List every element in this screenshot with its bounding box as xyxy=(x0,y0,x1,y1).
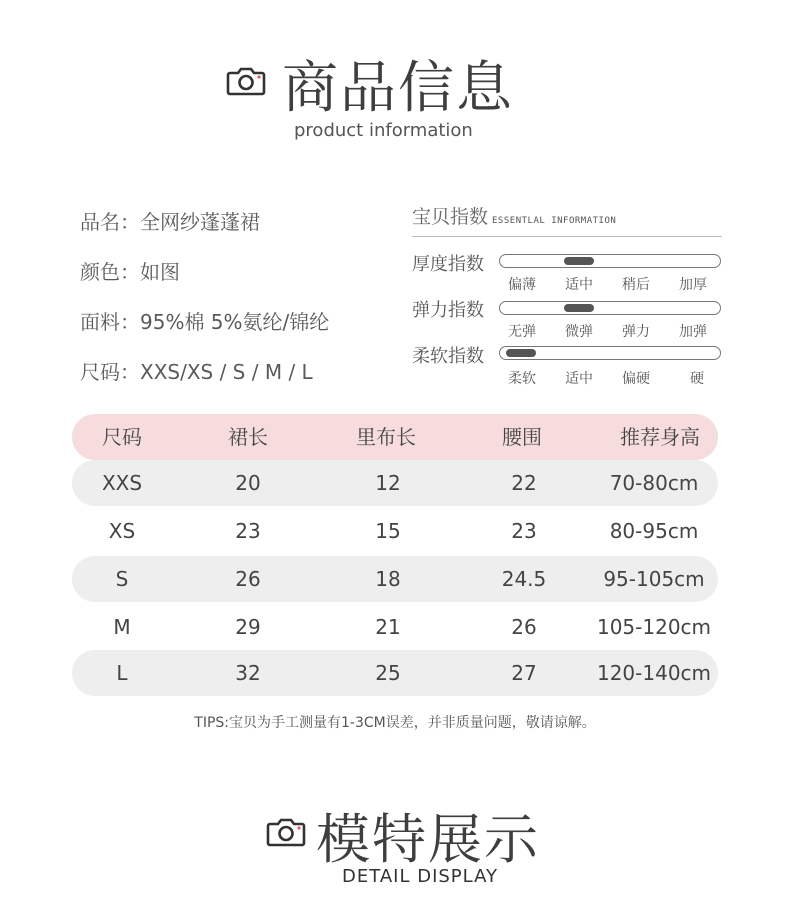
index-option: 加弹 xyxy=(679,324,707,340)
index-option: 适中 xyxy=(565,371,593,387)
index-option: 稍后 xyxy=(622,277,650,293)
info-name: 品名：全网纱蓬蓬裙 xyxy=(80,210,260,234)
table-cell: XS xyxy=(108,519,136,543)
table-header-row xyxy=(72,414,718,460)
index-label-elasticity: 弹力指数 xyxy=(412,300,484,321)
info-label: 面料 xyxy=(80,310,120,334)
page-subtitle: product information xyxy=(294,120,473,141)
table-cell: 21 xyxy=(375,615,401,639)
column-header: 尺码 xyxy=(102,425,142,449)
table-row xyxy=(72,604,718,650)
table-row xyxy=(72,460,718,506)
section-subtitle: DETAIL DISPLAY xyxy=(342,866,499,887)
index-option: 偏薄 xyxy=(508,277,536,293)
table-cell: 27 xyxy=(511,661,537,685)
info-value: 如图 xyxy=(140,260,180,284)
index-track-thickness xyxy=(499,254,721,268)
table-cell: 26 xyxy=(511,615,537,639)
index-option: 偏硬 xyxy=(622,371,650,387)
index-knob xyxy=(564,304,594,312)
index-knob xyxy=(506,349,536,357)
column-header: 裙长 xyxy=(228,425,268,449)
info-fabric: 面料：95%棉 5%氨纶/锦纶 xyxy=(80,310,330,334)
table-cell: 20 xyxy=(235,471,261,495)
index-track-elasticity xyxy=(499,301,721,315)
index-track-softness xyxy=(499,346,721,360)
info-color: 颜色：如图 xyxy=(80,260,180,284)
table-cell: 15 xyxy=(375,519,401,543)
index-title: 宝贝指数 xyxy=(412,206,489,228)
table-cell: 23 xyxy=(511,519,537,543)
table-cell: XXS xyxy=(101,471,143,495)
index-panel-title xyxy=(412,202,616,229)
info-label: 颜色 xyxy=(80,260,120,284)
table-cell: L xyxy=(116,661,128,685)
index-option: 加厚 xyxy=(679,277,707,293)
info-label: 尺码 xyxy=(80,360,120,384)
table-cell: 95-105cm xyxy=(603,567,705,591)
table-cell: 23 xyxy=(235,519,261,543)
index-knob xyxy=(564,257,594,265)
table-cell: 120-140cm xyxy=(596,661,712,685)
index-option: 无弹 xyxy=(508,324,536,340)
table-cell: 29 xyxy=(235,615,261,639)
index-option: 弹力 xyxy=(622,324,650,340)
table-cell: 24.5 xyxy=(501,567,547,591)
index-option: 硬 xyxy=(690,371,704,387)
section-title: 模特展示 xyxy=(316,808,540,871)
index-option: 微弹 xyxy=(565,324,593,340)
camera-icon xyxy=(266,817,306,847)
index-label-thickness: 厚度指数 xyxy=(412,254,484,275)
table-cell: 32 xyxy=(235,661,261,685)
table-cell: 18 xyxy=(375,567,401,591)
page-title: 商品信息 xyxy=(282,56,514,121)
table-cell: 22 xyxy=(511,471,537,495)
table-row xyxy=(72,650,718,696)
table-cell: 105-120cm xyxy=(596,615,712,639)
info-label: 品名 xyxy=(80,210,120,234)
table-cell: 70-80cm xyxy=(609,471,699,495)
tips-note: TIPS:宝贝为手工测量有1-3CM误差，并非质量问题，敬请谅解。 xyxy=(194,715,596,731)
index-label-softness: 柔软指数 xyxy=(412,346,484,367)
column-header: 腰围 xyxy=(502,425,542,449)
table-cell: 80-95cm xyxy=(609,519,699,543)
table-cell: 25 xyxy=(375,661,401,685)
camera-icon xyxy=(226,66,266,96)
table-cell: M xyxy=(113,615,131,639)
table-row xyxy=(72,556,718,602)
index-option: 柔软 xyxy=(508,371,536,387)
table-cell: 26 xyxy=(235,567,261,591)
table-row xyxy=(72,508,718,554)
table-cell: S xyxy=(115,567,129,591)
info-value: 95%棉 5%氨纶/锦纶 xyxy=(140,310,330,334)
column-header: 推荐身高 xyxy=(620,425,700,449)
index-subtitle: ESSENTLAL INFORMATION xyxy=(492,216,617,226)
info-value: 全网纱蓬蓬裙 xyxy=(140,210,260,234)
divider xyxy=(412,236,722,237)
table-cell: 12 xyxy=(375,471,401,495)
info-size: 尺码：XXS/XS / S / M / L xyxy=(80,360,313,384)
column-header: 里布长 xyxy=(356,425,416,449)
info-value: XXS/XS / S / M / L xyxy=(140,360,313,384)
index-option: 适中 xyxy=(565,277,593,293)
